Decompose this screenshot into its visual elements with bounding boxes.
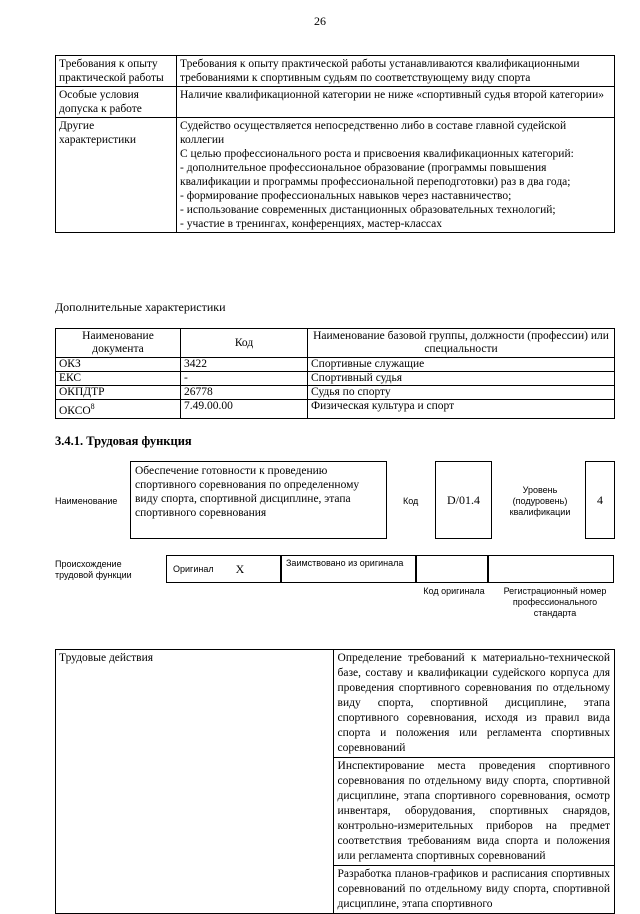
cell: ОКЗ xyxy=(56,358,181,372)
level-label: Уровень (подуровень) квалификации xyxy=(509,485,571,517)
original-label: Оригинал xyxy=(173,563,214,574)
cell xyxy=(56,400,181,419)
requirements-table xyxy=(55,55,615,233)
table-header xyxy=(56,329,615,358)
row-value xyxy=(177,118,615,233)
cell: ОКПДТР xyxy=(56,386,181,400)
name-label: Наименование xyxy=(55,496,118,506)
cell: Физическая культура и спорт xyxy=(308,400,615,419)
cell: Судья по спорту xyxy=(308,386,615,400)
borrowed-cell xyxy=(281,555,416,583)
footnote-marker: 8 xyxy=(90,402,95,411)
function-name-box: Обеспечение готовности к проведению спортивного соревнования по определенному виду спорта, спортивной дисциплине, этапа спортивного соревнования xyxy=(130,461,387,539)
text-line: Судейство осуществляется непосредственно либо в составе главной судейской коллегии xyxy=(180,120,567,146)
row-label: Особые условия допуска к работе xyxy=(56,87,177,118)
level-value-box: 4 xyxy=(585,461,615,539)
original-mark: X xyxy=(235,561,245,576)
text-line: - формирование профессиональных навыков через наставничество; xyxy=(180,190,512,202)
row-label: Требования к опыту практической работы xyxy=(56,56,177,87)
page-number: 26 xyxy=(314,14,326,28)
cell: ЕКС xyxy=(56,372,181,386)
okso-label: ОКСО xyxy=(59,404,91,417)
row-value: Наличие квалификационной категории не ниже «спортивный судья второй категории» xyxy=(177,87,615,118)
header-cell: Код xyxy=(181,329,308,358)
action-item: Определение требований к материально-технической базе, составу и квалификации судейского корпуса для проведения спортивного соревнования по отдельному виду спорта, спортивной дисциплине, этапа спортивного соревнования, исходя из правил вида спорта и положения или регламента спортивных соревнований xyxy=(333,650,614,758)
original-code-cell xyxy=(416,555,488,583)
borrowed-label: Заимствовано из оригинала xyxy=(286,558,404,568)
table-row xyxy=(56,118,615,233)
table-row xyxy=(56,386,615,400)
reg-caption: Регистрационный номер профессионального стандарта xyxy=(503,586,607,618)
action-item: Инспектирование места проведения спортивного соревнования по отдельному виду спорта, спортивной дисциплине, этапа спортивного соревнования, осмотр инвентаря, оборудования, спортивных снарядов, контрольно-измерительных приборов на предмет соответствия требованиям вида спорта и положения или регламента спортивных соревнований xyxy=(333,758,614,866)
table-row xyxy=(56,650,615,758)
table-row xyxy=(56,87,615,118)
labor-actions-label: Трудовые действия xyxy=(56,650,334,914)
origin-row xyxy=(166,555,614,583)
cell: 3422 xyxy=(181,358,308,372)
cell: 26778 xyxy=(181,386,308,400)
text-line: - использование современных дистанционных образовательных технологий; xyxy=(180,204,556,216)
header-cell: Наименование базовой группы, должности (профессии) или специальности xyxy=(308,329,615,358)
section-title: 3.4.1. Трудовая функция xyxy=(55,434,192,448)
text-line: - дополнительное профессиональное образование (программы повышения квалификации и программы профессиональной переподготовки) раз в два года; xyxy=(180,162,571,188)
cell: 7.49.00.00 xyxy=(181,400,308,419)
cell: Спортивный судья xyxy=(308,372,615,386)
labor-actions-table xyxy=(55,649,615,914)
text-line: - участие в тренингах, конференциях, мастер-классах xyxy=(180,218,443,230)
row-label: Другие характеристики xyxy=(56,118,177,233)
cell: Спортивные служащие xyxy=(308,358,615,372)
cell: - xyxy=(181,372,308,386)
origin-label: Происхождение трудовой функции xyxy=(55,559,132,580)
reg-number-cell xyxy=(488,555,614,583)
code-value-box: D/01.4 xyxy=(435,461,492,539)
table-row xyxy=(56,400,615,419)
header-cell: Наименование документа xyxy=(56,329,181,358)
row-value: Требования к опыту практической работы устанавливаются квалификационными требованиями к спортивным судьям по соответствующему виду спорта xyxy=(177,56,615,87)
table-row xyxy=(56,56,615,87)
code-caption: Код оригинала xyxy=(423,586,485,596)
table-row xyxy=(56,372,615,386)
table-row xyxy=(56,358,615,372)
original-cell xyxy=(166,555,281,583)
action-item: Разработка планов-графиков и расписания спортивных соревнований по отдельному виду спорта, спортивной дисциплине, этапа спортивного xyxy=(333,866,614,914)
additional-title: Дополнительные характеристики xyxy=(55,300,226,314)
text-line: С целью профессионального роста и присвоения квалификационных категорий: xyxy=(180,148,574,160)
code-label: Код xyxy=(403,496,419,506)
classification-table xyxy=(55,328,615,419)
